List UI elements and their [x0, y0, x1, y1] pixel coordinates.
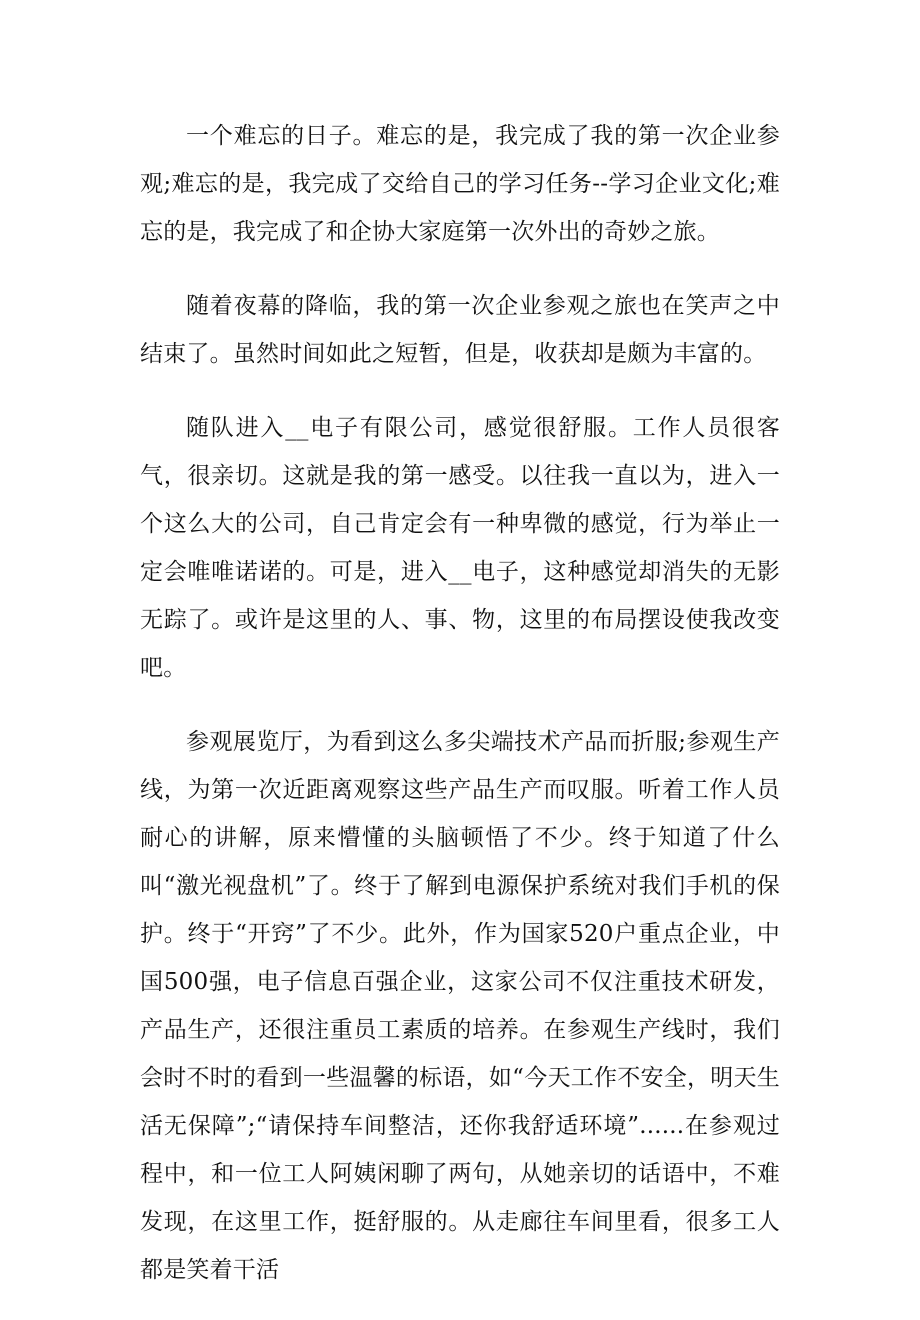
paragraph-1: 一个难忘的日子。难忘的是，我完成了我的第一次企业参观;难忘的是，我完成了交给自己的学习任务--学习企业文化;难忘的是，我完成了和企协大家庭第一次外出的奇妙之旅。: [140, 123, 780, 245]
paragraph-3: 随队进入__电子有限公司，感觉很舒服。工作人员很客气，很亲切。这就是我的第一感受。以往我一直以为，进入一个这么大的公司，自己肯定会有一种卑微的感觉，行为举止一定会唯唯诺诺的。可是，进入__电子，这种感觉却消失的无影无踪了。或许是这里的人、事、物，这里的布局摆设使我改变吧。: [140, 415, 780, 681]
paragraph-2: 随着夜幕的降临，我的第一次企业参观之旅也在笑声之中结束了。虽然时间如此之短暂，但是，收获却是颇为丰富的。: [140, 293, 780, 367]
paragraph-4: 参观展览厅，为看到这么多尖端技术产品而折服;参观生产线，为第一次近距离观察这些产品生产而叹服。听着工作人员耐心的讲解，原来懵懂的头脑顿悟了不少。终于知道了什么叫“激光视盘机”了。终于了解到电源保护系统对我们手机的保护。终于“开窍”了不少。此外，作为国家520户重点企业，中国500强，电子信息百强企业，这家公司不仅注重技术研发，产品生产，还很注重员工素质的培养。在参观生产线时，我们会时不时的看到一些温馨的标语，如“今天工作不安全，明天生活无保障”;“请保持车间整洁，还你我舒适环境”......在参观过程中，和一位工人阿姨闲聊了两句，从她亲切的话语中，不难发现，在这里工作，挺舒服的。从走廊往车间里看，很多工人都是笑着干活: [140, 729, 780, 1283]
document-body: [140, 112, 780, 1320]
